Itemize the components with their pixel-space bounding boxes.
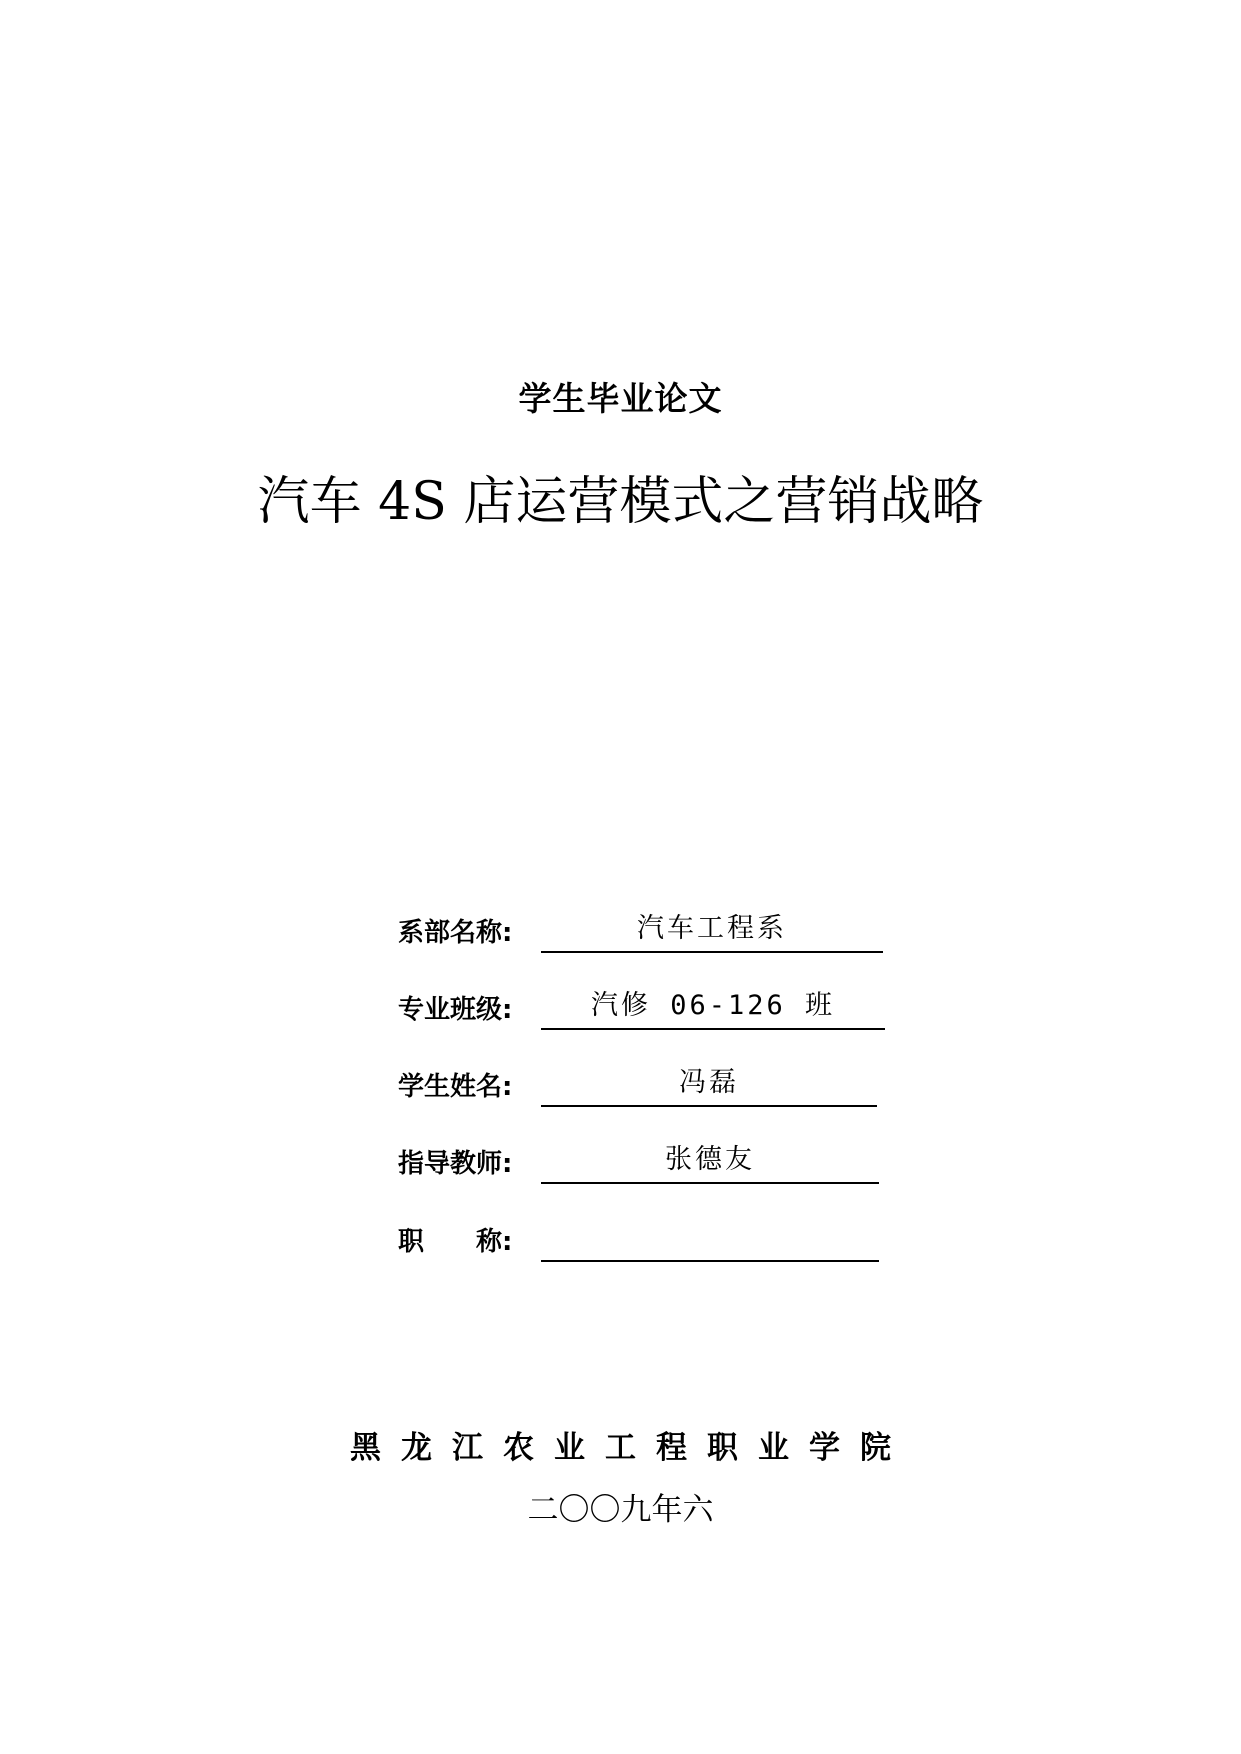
document-type-heading: 学生毕业论文 <box>518 379 723 418</box>
thesis-title: 汽车 4S 店运营模式之营销战略 <box>257 472 984 532</box>
major-class-label: 专业班级: <box>398 995 513 1025</box>
advisor-field: 张德友 <box>541 1142 879 1184</box>
institution-name: 黑龙江农业工程职业学院 <box>350 1430 911 1466</box>
professional-title-label: 职 称: <box>398 1227 513 1257</box>
student-name-label: 学生姓名: <box>398 1072 513 1102</box>
student-name-field: 冯磊 <box>541 1065 877 1107</box>
advisor-label: 指导教师: <box>398 1149 513 1179</box>
major-class-field: 汽修 06-126 班 <box>541 988 885 1030</box>
department-field: 汽车工程系 <box>541 911 883 953</box>
department-label: 系部名称: <box>398 918 513 948</box>
professional-title-field <box>541 1220 879 1262</box>
submission-date: 二〇〇九年六 <box>527 1492 714 1528</box>
